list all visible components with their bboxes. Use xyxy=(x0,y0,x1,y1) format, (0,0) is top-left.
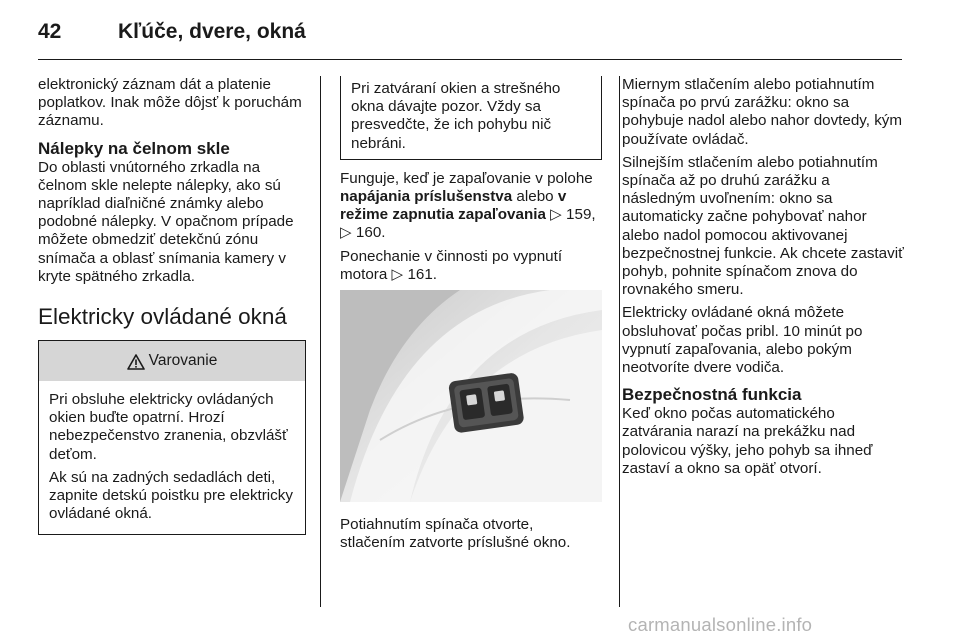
ignition-text-a: Funguje, keď je zapaľovanie v polohe xyxy=(340,169,593,187)
warning-paragraph-2: Ak sú na zadných sedadlách deti, zapnite detskú poistku pre elektricky ovládané okná. xyxy=(49,468,293,523)
ignition-on-term: v režime zapnutia zapaľovania xyxy=(340,188,567,224)
accessory-power-term: napájania príslušenstva xyxy=(340,188,513,206)
page-reference-arrow-icon: ▷ xyxy=(550,206,562,224)
header-rule xyxy=(38,59,902,60)
chapter-title: Kľúče, dvere, okná xyxy=(118,20,306,43)
column-divider-1 xyxy=(320,76,321,607)
intro-paragraph: elektronický záznam dát a platenie poplatkov. Inak môže dôjsť k poruchám záznamu. xyxy=(38,76,302,130)
windshield-heading: Nálepky na čelnom skle xyxy=(38,138,230,158)
column-divider-2 xyxy=(619,76,620,607)
caution-note-text: Pri zatváraní okien a strešného okna dávajte pozor. Vždy sa presvedčte, že ich pohybu nič nebráni. xyxy=(351,80,561,152)
page-number: 42 xyxy=(38,20,62,43)
first-stop-paragraph: Miernym stlačením alebo potiahnutím spínača po prvú zarážku: okno sa pohybuje nadol alebo nahor dovtedy, kým používate ovládač. xyxy=(622,76,903,148)
warning-triangle-icon xyxy=(127,354,145,370)
second-stop-paragraph: Silnejším stlačením alebo potiahnutím spínača až po druhú zarážku a následným uvoľnením: okno sa automaticky začne pohybovať nahor alebo nadol pomocou aktivovanej bezpečnostnej funkcie. Ak chcete zastaviť pohyb, pohnite spínačom znova do rovnakého smeru. xyxy=(622,153,904,299)
window-switch-photo xyxy=(340,290,602,502)
safety-function-heading: Bezpečnostná funkcia xyxy=(622,385,802,405)
page-reference-arrow-icon: ▷ xyxy=(391,265,404,283)
column-left xyxy=(38,76,306,535)
warning-title: Varovanie xyxy=(148,351,218,369)
section-heading: Elektricky ovládané okná xyxy=(38,304,287,330)
caution-note-box xyxy=(340,76,602,160)
ignition-paragraph: Funguje, keď je zapaľovanie v polohe napájania príslušenstva alebo v režime zapnutia zapaľovania ▷ 159, ▷ 160. xyxy=(340,169,596,242)
column-middle xyxy=(340,76,602,557)
watermark: carmanualsonline.info xyxy=(628,614,813,635)
windshield-paragraph: Do oblasti vnútorného zrkadla na čelnom skle nelepte nálepky, ako sú napríklad diaľničné známky alebo podobné nálepky. V opačnom prípade môžete obmedziť detekčnú zónu snímača a oblasť snímania kamery v kryte spätného zrkadla. xyxy=(38,158,294,285)
column-right xyxy=(622,76,904,483)
after-ignition-paragraph: Elektricky ovládané okná môžete obsluhovať počas pribl. 10 minút po vypnutí zapaľovania, alebo pokým neotvoríte dvere vodiča. xyxy=(622,304,863,377)
retained-power-text: Ponechanie v činnosti po vypnutí motora xyxy=(340,247,563,283)
page-reference-arrow-icon: ▷ xyxy=(340,224,352,242)
safety-function-paragraph: Keď okno počas automatického zatvárania narazí na prekážku nad polovicou výšky, jeho pohyb sa ihneď zastaví a okno sa opäť otvorí. xyxy=(622,405,873,477)
ignition-text-b: alebo xyxy=(512,188,558,206)
page-header xyxy=(0,0,960,60)
warning-body xyxy=(39,381,305,534)
warning-paragraph-1: Pri obsluhe elektricky ovládaných okien buďte opatrní. Hrozí nebezpečenstvo zranenia, obzvlášť deťom. xyxy=(49,391,288,463)
page-reference-link[interactable]: 160 xyxy=(355,224,382,242)
page-reference-link[interactable]: 161 xyxy=(407,265,433,283)
warning-header xyxy=(39,341,305,381)
page-reference-link[interactable]: 159 xyxy=(566,206,592,224)
warning-box xyxy=(38,340,306,535)
retained-power-paragraph: Ponechanie v činnosti po vypnutí motora ▷ 161. xyxy=(340,247,563,283)
photo-caption: Potiahnutím spínača otvorte, stlačením zatvorte príslušné okno. xyxy=(340,516,571,552)
